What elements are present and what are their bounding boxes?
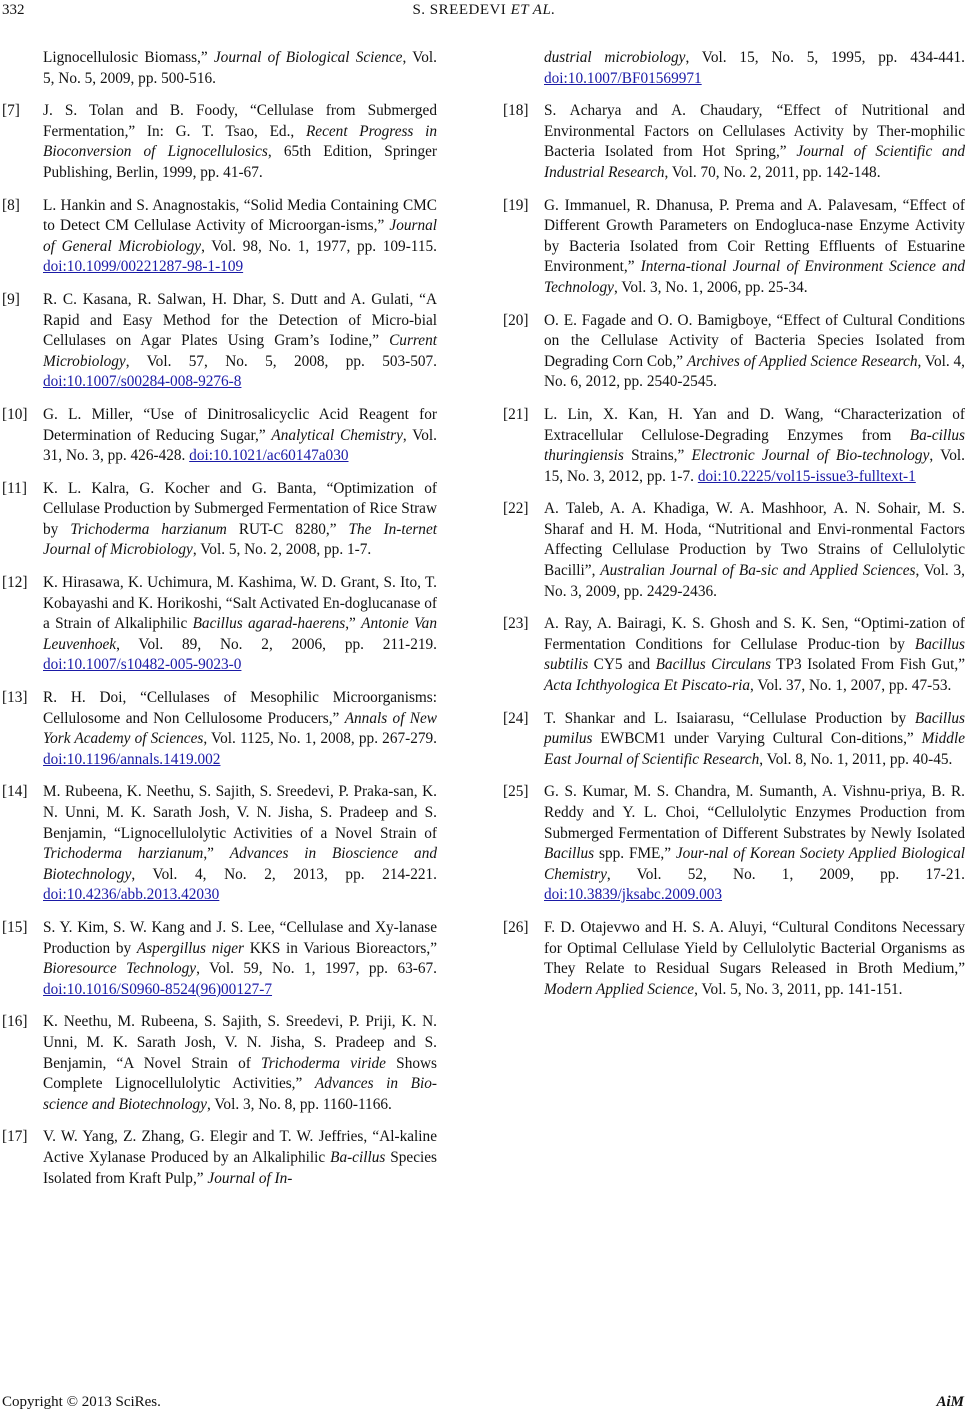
- reference-italic-text: Jour-nal of Korean Society Applied Biological Chemistry: [544, 845, 965, 883]
- reference-number: [13]: [2, 689, 28, 707]
- reference-text: TP3 Isolated From Fish Gut,”: [770, 656, 965, 674]
- reference-text: , Vol. 31, No. 3, pp. 426-428.: [43, 426, 437, 465]
- reference-text: R. C. Kasana, R. Salwan, H. Dhar, S. Dutt and A. Gulati, “A Rapid and Easy Method for the Detection of Micro-bial Cellulases on Agar Plates Using Gram’s Iodine,”: [43, 290, 437, 350]
- reference-italic-text: Interna-tional Journal of Environment Science and Technology: [544, 258, 965, 296]
- reference-entry: [2, 290, 437, 393]
- reference-text: , Vol. 5, No. 5, 2009, pp. 500-516.: [43, 49, 437, 87]
- reference-italic-text: Trichoderma harzianum: [70, 520, 227, 538]
- reference-text: A. Taleb, A. A. Khadiga, W. A. Mashhoor, A. N. Sohair, M. S. Sharaf and H. M. Hoda, “Nutritional and Envi-ronmental Factors Affecting Cellulase Production by Two Strains of Cellulolytic Bacilli”,: [544, 500, 965, 580]
- reference-text: , Vol. 4, No. 2, 2013, pp. 214-221.: [131, 865, 437, 883]
- reference-entry: [2, 1012, 437, 1115]
- reference-text: Lignocellulosic Biomass,”: [43, 49, 214, 66]
- doi-link[interactable]: doi:10.1196/annals.1419.002: [43, 750, 221, 768]
- reference-number: [19]: [503, 196, 529, 214]
- reference-continuation: [2, 48, 437, 89]
- reference-text: CY5 and: [588, 656, 656, 674]
- journal-abbreviation: AiM: [936, 1394, 964, 1410]
- reference-number: [8]: [2, 196, 20, 214]
- reference-entry: [2, 196, 437, 278]
- reference-entry: [2, 1127, 437, 1189]
- references-left-column: [2, 48, 437, 1201]
- doi-link[interactable]: doi:10.3839/jksabc.2009.003: [544, 886, 723, 904]
- reference-text: , Vol. 98, No. 1, 1977, pp. 109-115.: [201, 237, 437, 255]
- reference-text: KKS in Various Bioreactors,”: [244, 939, 437, 957]
- reference-italic-text: dustrial microbiology: [544, 49, 686, 66]
- reference-text: G. Immanuel, R. Dhanusa, P. Prema and A. Palavesam, “Effect of Different Growth Parameters on Endogluca-nase Enzyme Activity by Bacteria Isolated from Coir Retting Effluents of Estuarine Environment,”: [544, 196, 965, 276]
- reference-text: , Vol. 89, No. 2, 2006, pp. 211-219.: [116, 635, 437, 653]
- reference-italic-text: Annals of New York Academy of Sciences: [43, 709, 437, 748]
- reference-text: , Vol. 4, No. 6, 2012, pp. 2540-2545.: [544, 352, 965, 391]
- reference-entry: [2, 101, 437, 183]
- reference-text: , Vol. 37, No. 1, 2007, pp. 47-53.: [750, 677, 952, 695]
- reference-entry: [2, 688, 437, 770]
- reference-text: ,”: [203, 845, 230, 863]
- reference-number: [26]: [503, 918, 529, 936]
- reference-italic-text: Ba-cillus thuringiensis: [544, 426, 965, 465]
- reference-text: M. Rubeena, K. Neethu, S. Sajith, S. Sreedevi, P. Praka-san, K. N. Unni, M. K. Sarath Josh, V. N. Jisha, S. Pradeep and S. Benjamin, “Lignocellulolytic Activities of a Novel Strain of: [43, 783, 437, 842]
- reference-text: R. H. Doi, “Cellulases of Mesophilic Microorganisms: Cellulosome and Non Cellulosome Producers,”: [43, 689, 437, 727]
- reference-number: [7]: [2, 102, 20, 120]
- reference-number: [10]: [2, 405, 28, 423]
- reference-text: G. S. Kumar, M. S. Chandra, M. Sumanth, A. Vishnu-priya, B. R. Reddy and Y. L. Choi, “Cellulolytic Enzymes Production from Submerged Fermentation of Different Substrates by Newly Isolated: [544, 783, 965, 842]
- reference-number: [23]: [503, 615, 529, 633]
- reference-text: spp. FME,”: [594, 845, 676, 863]
- reference-entry: [2, 405, 437, 467]
- reference-text: Strains,”: [623, 447, 692, 465]
- running-header: [0, 2, 968, 26]
- reference-text: K. Neethu, M. Rubeena, S. Sajith, S. Sreedevi, P. Priji, K. N. Unni, M. K. Sarath Josh, V. N. Jisha, S. Pradeep and S. Benjamin, “A Novel Strain of: [43, 1013, 437, 1072]
- reference-italic-text: Antonie Van Leuvenhoek: [43, 615, 437, 653]
- reference-text: , Vol. 57, No. 5, 2008, pp. 503-507.: [125, 352, 437, 370]
- reference-number: [18]: [503, 102, 529, 120]
- reference-text: K. Hirasawa, K. Uchimura, M. Kashima, W. D. Grant, S. Ito, T. Kobayashi and K. Horikoshi, “Salt Activated En-doglucanase of a Strain of Alkaliphilic: [43, 574, 437, 633]
- doi-link[interactable]: doi:10.1099/00221287-98-1-109: [43, 258, 244, 276]
- reference-text: G. L. Miller, “Use of Dinitrosalicyclic Acid Reagent for Determination of Reducing Sugar,”: [43, 405, 437, 444]
- reference-entry: [2, 573, 437, 676]
- running-title-authors: S. SREEDEVI: [412, 2, 507, 18]
- doi-link[interactable]: doi:10.1007/s00284-008-9276-8: [43, 373, 242, 391]
- doi-link[interactable]: doi:10.2225/vol15-issue3-fulltext-1: [697, 467, 916, 485]
- doi-link[interactable]: doi:10.1007/BF01569971: [544, 69, 702, 87]
- reference-number: [22]: [503, 500, 529, 518]
- reference-italic-text: The In-ternet Journal of Microbiology: [43, 520, 437, 559]
- reference-text: , Vol. 59, No. 1, 1997, pp. 63-67.: [196, 960, 438, 978]
- reference-italic-text: Bacillus agarad-haerens: [192, 615, 346, 633]
- reference-number: [24]: [503, 709, 529, 727]
- copyright-notice: Copyright © 2013 SciRes.: [2, 1394, 161, 1410]
- reference-entry: [503, 196, 965, 299]
- reference-italic-text: Modern Applied Science: [544, 980, 695, 998]
- reference-text: F. D. Otajevwo and H. S. A. Aluyi, “Cultural Conditons Necessary for Optimal Cellulase Yield by Cellulolytic Bacterial Organisms as They Relate to Residual Sugars Released in Broth Medium,”: [544, 918, 965, 978]
- reference-italic-text: Recent Progress in Bioconversion of Lignocellulosics: [43, 122, 437, 161]
- reference-text: , Vol. 70, No. 2, 2011, pp. 142-148.: [664, 163, 881, 181]
- reference-text: L. Lin, X. Kan, H. Yan and D. Wang, “Characterization of Extracellular Cellulose-Degrading Enzymes from: [544, 405, 965, 444]
- reference-number: [21]: [503, 405, 529, 423]
- running-title: [0, 2, 968, 19]
- reference-number: [17]: [2, 1128, 28, 1146]
- reference-text: Species Isolated from Kraft Pulp,”: [43, 1148, 437, 1187]
- reference-entry: [503, 405, 965, 487]
- reference-text: EWBCM1 under Varying Cultural Con-ditions,”: [592, 730, 922, 748]
- reference-text: , Vol. 1125, No. 1, 2008, pp. 267-279.: [203, 730, 437, 748]
- reference-text: S. Acharya and A. Chaudary, “Effect of Nutritional and Environmental Factors on Cellulases Activity by Ther-mophilic Bacteria Isolated from Hot Spring,”: [544, 102, 965, 161]
- reference-entry: [503, 499, 965, 602]
- reference-italic-text: Ba-cillus: [330, 1148, 386, 1166]
- reference-number: [14]: [2, 783, 28, 801]
- reference-text: , Vol. 8, No. 1, 2011, pp. 40-45.: [759, 750, 953, 768]
- reference-entry: [503, 614, 965, 696]
- references-right-column: [503, 48, 965, 1012]
- reference-italic-text: Journal of General Microbiology: [43, 217, 437, 255]
- reference-text: A. Ray, A. Bairagi, K. S. Ghosh and S. K. Sen, “Optimi-zation of Fermentation Conditions for Cellulase Produc-tion by: [544, 615, 965, 653]
- reference-entry: [503, 709, 965, 771]
- reference-text: , Vol. 15, No. 3, 2012, pp. 1-7.: [544, 447, 965, 485]
- reference-text: Shows Complete Lignocellulolytic Activities,”: [43, 1054, 437, 1093]
- reference-continuation: [503, 48, 965, 89]
- reference-italic-text: Journal of In-: [207, 1169, 293, 1187]
- doi-link[interactable]: doi:10.1021/ac60147a030: [189, 447, 349, 465]
- reference-italic-text: Trichoderma harzianum: [43, 845, 204, 863]
- reference-text: , Vol. 52, No. 1, 2009, pp. 17-21.: [606, 865, 965, 883]
- reference-number: [9]: [2, 290, 20, 308]
- reference-italic-text: Acta Ichthyologica Et Piscato-ria: [544, 677, 751, 695]
- reference-italic-text: Bacillus subtilis: [544, 635, 965, 674]
- reference-entry: [2, 479, 437, 561]
- reference-text: , Vol. 5, No. 3, 2011, pp. 141-151.: [694, 980, 903, 998]
- reference-text: J. S. Tolan and B. Foody, “Cellulase from Submerged Fermentation,” In: G. T. Tsao, Ed.,: [43, 102, 437, 140]
- reference-number: [25]: [503, 783, 529, 801]
- reference-entry: [2, 782, 437, 906]
- reference-entry: [503, 782, 965, 906]
- reference-text: L. Hankin and S. Anagnostakis, “Solid Media Containing CMC to Detect CM Cellulase Activity of Microorgan-isms,”: [43, 196, 437, 235]
- reference-text: V. W. Yang, Z. Zhang, G. Elegir and T. W. Jeffries, “Al-kaline Active Xylanase Produced by an Alkaliphilic: [43, 1128, 437, 1166]
- reference-italic-text: Bacillus pumilus: [544, 709, 965, 748]
- reference-italic-text: Australian Journal of Ba-sic and Applied Sciences: [600, 562, 916, 580]
- reference-number: [11]: [2, 479, 27, 497]
- reference-text: K. L. Kalra, G. Kocher and G. Banta, “Optimization of Cellulase Production by Submerged Fermentation of Rice Straw by: [43, 479, 437, 538]
- reference-italic-text: Archives of Applied Science Research: [686, 352, 918, 370]
- reference-text: S. Y. Kim, S. W. Kang and J. S. Lee, “Cellulase and Xy-lanase Production by: [43, 918, 437, 957]
- reference-italic-text: Journal of Scientific and Industrial Research: [544, 143, 965, 181]
- reference-text: O. E. Fagade and O. O. Bamigboye, “Effect of Cultural Conditions on the Cellulase Activity of Bacteria Species Isolated from Degrading Corn Cob,”: [544, 311, 965, 370]
- reference-italic-text: Advances in Bio-science and Biotechnology: [43, 1075, 437, 1113]
- reference-number: [20]: [503, 311, 529, 329]
- reference-italic-text: Middle East Journal of Scientific Research: [544, 730, 965, 768]
- reference-text: T. Shankar and L. Isaiarasu, “Cellulase Production by: [544, 709, 915, 727]
- reference-text: ,”: [345, 615, 362, 633]
- doi-link[interactable]: doi:10.1016/S0960-8524(96)00127-7: [43, 980, 273, 998]
- reference-italic-text: Electronic Journal of Bio-technology: [691, 447, 930, 465]
- doi-link[interactable]: doi:10.4236/abb.2013.42030: [43, 886, 220, 904]
- reference-text: , Vol. 3, No. 8, pp. 1160-1166.: [206, 1095, 392, 1113]
- reference-number: [16]: [2, 1013, 28, 1031]
- reference-italic-text: Aspergillus niger: [136, 939, 245, 957]
- reference-italic-text: Bioresource Technology: [43, 960, 197, 978]
- reference-italic-text: Journal of Biological Science: [213, 49, 403, 66]
- reference-italic-text: Bacillus Circulans: [655, 656, 771, 674]
- reference-entry: [503, 311, 965, 393]
- reference-text: , Vol. 3, No. 3, 2009, pp. 2429-2436.: [544, 562, 965, 600]
- reference-italic-text: Current Microbiology: [43, 332, 437, 370]
- doi-link[interactable]: doi:10.1007/s10482-005-9023-0: [43, 656, 242, 674]
- reference-text: , 65th Edition, Springer Publishing, Berlin, 1999, pp. 41-67.: [43, 143, 437, 181]
- reference-number: [12]: [2, 574, 28, 592]
- reference-entry: [503, 101, 965, 183]
- reference-italic-text: Trichoderma viride: [261, 1054, 386, 1072]
- reference-text: RUT-C 8280,”: [226, 520, 349, 538]
- reference-text: , Vol. 15, No. 5, 1995, pp. 434-441.: [685, 49, 965, 66]
- reference-italic-text: Analytical Chemistry: [271, 426, 403, 444]
- reference-entry: [2, 918, 437, 1000]
- running-title-etal: ET AL.: [510, 2, 556, 18]
- reference-italic-text: Bacillus: [544, 845, 595, 863]
- reference-text: , Vol. 5, No. 2, 2008, pp. 1-7.: [192, 541, 372, 559]
- reference-text: , Vol. 3, No. 1, 2006, pp. 25-34.: [613, 278, 808, 296]
- reference-entry: [503, 918, 965, 1000]
- page-number: 332: [2, 2, 25, 18]
- reference-number: [15]: [2, 918, 28, 936]
- reference-italic-text: Advances in Bioscience and Biotechnology: [43, 845, 437, 883]
